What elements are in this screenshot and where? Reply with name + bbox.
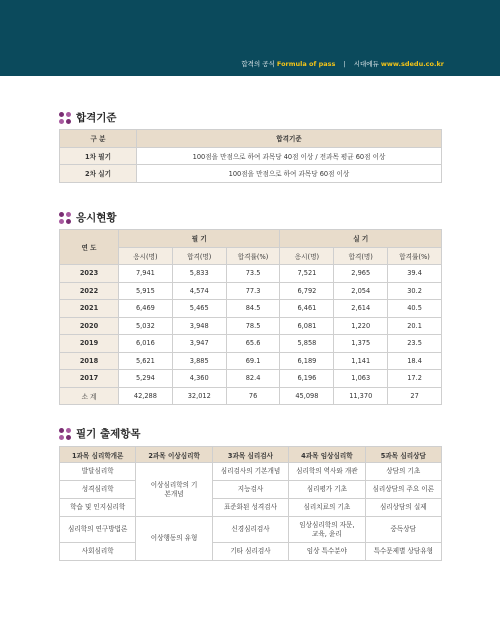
table-cell: 1,063 <box>334 370 388 388</box>
table-header: 합격기준 <box>137 130 442 148</box>
table-cell: 1차 필기 <box>60 147 137 165</box>
table-cell: 20.1 <box>388 317 442 335</box>
section-heading-exam-status <box>59 210 117 225</box>
year-cell: 2022 <box>60 282 119 300</box>
section-title: 필기 출제항목 <box>76 428 141 440</box>
total-row <box>60 387 442 405</box>
table-cell: 5,915 <box>119 282 173 300</box>
table-subheader: 응시(명) <box>119 247 173 265</box>
table-cell: 특수문제별 상담유형 <box>365 543 441 561</box>
table-cell: 6,461 <box>280 300 334 318</box>
year-cell: 2019 <box>60 335 119 353</box>
table-cell: 6,189 <box>280 352 334 370</box>
table-cell: 65.6 <box>226 335 280 353</box>
table-cell: 42,288 <box>119 387 173 405</box>
table-cell: 심리학의 연구방법론 <box>60 517 136 543</box>
table-cell: 4,360 <box>172 370 226 388</box>
table-cell: 3,947 <box>172 335 226 353</box>
header-bar <box>0 0 500 76</box>
table-row <box>60 317 442 335</box>
table-cell: 1,220 <box>334 317 388 335</box>
table-cell: 이상심리학의 기본개념 <box>136 463 212 517</box>
table-row <box>60 265 442 283</box>
table-cell: 69.1 <box>226 352 280 370</box>
bullet-dots-icon <box>59 212 71 224</box>
table-row <box>60 543 442 561</box>
table-cell: 5,621 <box>119 352 173 370</box>
table-subheader: 합격률(%) <box>226 247 280 265</box>
table-cell: 발달심리학 <box>60 463 136 481</box>
table-cell: 6,016 <box>119 335 173 353</box>
table-row <box>60 352 442 370</box>
table-cell: 5,032 <box>119 317 173 335</box>
table-cell: 신경심리검사 <box>212 517 288 543</box>
table-row <box>60 481 442 499</box>
table-cell: 이상행동의 유형 <box>136 517 212 561</box>
section-title: 응시현황 <box>76 212 117 224</box>
tagline-url[interactable]: www.sdedu.co.kr <box>380 60 444 68</box>
table-header: 연 도 <box>60 230 119 265</box>
table-cell: 중독상담 <box>365 517 441 543</box>
bullet-dots-icon <box>59 428 71 440</box>
table-cell: 18.4 <box>388 352 442 370</box>
table-header: 4과목 임상심리학 <box>289 447 365 463</box>
table-cell: 5,833 <box>172 265 226 283</box>
table-cell: 11,370 <box>334 387 388 405</box>
year-cell: 2023 <box>60 265 119 283</box>
table-cell: 39.4 <box>388 265 442 283</box>
table-row <box>60 335 442 353</box>
table-cell: 76 <box>226 387 280 405</box>
section-heading-written-subjects <box>59 426 141 441</box>
table-cell: 심리평가 기초 <box>289 481 365 499</box>
table-cell: 심리검사의 기본개념 <box>212 463 288 481</box>
year-cell: 2021 <box>60 300 119 318</box>
table-row <box>60 147 442 165</box>
section-title: 합격기준 <box>76 112 117 124</box>
table-subheader: 합격(명) <box>172 247 226 265</box>
tagline-brand: Formula of pass <box>276 60 336 68</box>
table-cell: 84.5 <box>226 300 280 318</box>
table-cell: 임상심리학의 자문, 교육, 윤리 <box>289 517 365 543</box>
table-cell: 6,196 <box>280 370 334 388</box>
table-header: 3과목 심리검사 <box>212 447 288 463</box>
tagline-separator: | <box>343 60 346 68</box>
table-cell: 표준화된 성격검사 <box>212 499 288 517</box>
table-cell: 32,012 <box>172 387 226 405</box>
table-cell: 45,098 <box>280 387 334 405</box>
table-subheader: 응시(명) <box>280 247 334 265</box>
table-cell: 73.5 <box>226 265 280 283</box>
table-cell: 30.2 <box>388 282 442 300</box>
table-row <box>60 463 442 481</box>
table-header: 2과목 이상심리학 <box>136 447 212 463</box>
table-cell: 2차 실기 <box>60 165 137 183</box>
table-cell: 7,941 <box>119 265 173 283</box>
table-cell: 82.4 <box>226 370 280 388</box>
table-row <box>60 300 442 318</box>
table-cell: 100점을 만점으로 하여 과목당 60점 이상 <box>137 165 442 183</box>
table-cell: 사회심리학 <box>60 543 136 561</box>
table-cell: 6,081 <box>280 317 334 335</box>
table-header: 1과목 심리학개론 <box>60 447 136 463</box>
table-row <box>60 282 442 300</box>
table-cell: 학습 및 인지심리학 <box>60 499 136 517</box>
year-cell: 2017 <box>60 370 119 388</box>
exam-status-table <box>59 229 442 405</box>
table-cell: 2,965 <box>334 265 388 283</box>
table-row <box>60 517 442 543</box>
table-cell: 임상 특수분야 <box>289 543 365 561</box>
table-row <box>60 370 442 388</box>
table-cell: 100점을 만점으로 하여 과목당 40점 이상 / 전과목 평균 60점 이상 <box>137 147 442 165</box>
table-header: 5과목 심리상담 <box>365 447 441 463</box>
table-cell: 기타 심리검사 <box>212 543 288 561</box>
table-cell: 1,141 <box>334 352 388 370</box>
table-header: 실 기 <box>280 230 442 248</box>
table-cell: 5,465 <box>172 300 226 318</box>
written-subjects-table <box>59 446 442 561</box>
section-heading-pass-criteria <box>59 110 117 125</box>
pass-criteria-table <box>59 129 442 183</box>
tagline-prefix: 합격의 공식 <box>241 60 275 68</box>
table-cell: 5,858 <box>280 335 334 353</box>
table-cell: 6,792 <box>280 282 334 300</box>
table-subheader: 합격(명) <box>334 247 388 265</box>
table-cell: 지능검사 <box>212 481 288 499</box>
table-cell: 2,054 <box>334 282 388 300</box>
table-header: 필 기 <box>119 230 280 248</box>
table-cell: 6,469 <box>119 300 173 318</box>
table-cell: 23.5 <box>388 335 442 353</box>
tagline-publisher: 시대에듀 <box>353 60 379 68</box>
table-cell: 5,294 <box>119 370 173 388</box>
table-cell: 2,614 <box>334 300 388 318</box>
table-cell: 심리학의 역사와 개관 <box>289 463 365 481</box>
table-cell: 77.3 <box>226 282 280 300</box>
table-cell: 심리상담의 실제 <box>365 499 441 517</box>
table-subheader: 합격률(%) <box>388 247 442 265</box>
bullet-dots-icon <box>59 112 71 124</box>
table-cell: 7,521 <box>280 265 334 283</box>
table-cell: 3,885 <box>172 352 226 370</box>
table-cell: 심리치료의 기초 <box>289 499 365 517</box>
table-cell: 심리상담의 주요 이론 <box>365 481 441 499</box>
table-header: 구 분 <box>60 130 137 148</box>
table-cell: 상담의 기초 <box>365 463 441 481</box>
table-cell: 78.5 <box>226 317 280 335</box>
header-tagline <box>241 59 444 68</box>
table-cell: 1,375 <box>334 335 388 353</box>
table-cell: 성격심리학 <box>60 481 136 499</box>
table-cell: 17.2 <box>388 370 442 388</box>
table-row <box>60 165 442 183</box>
year-cell: 소 계 <box>60 387 119 405</box>
year-cell: 2018 <box>60 352 119 370</box>
year-cell: 2020 <box>60 317 119 335</box>
table-cell: 27 <box>388 387 442 405</box>
table-cell: 4,574 <box>172 282 226 300</box>
table-cell: 3,948 <box>172 317 226 335</box>
table-cell: 40.5 <box>388 300 442 318</box>
table-row <box>60 499 442 517</box>
